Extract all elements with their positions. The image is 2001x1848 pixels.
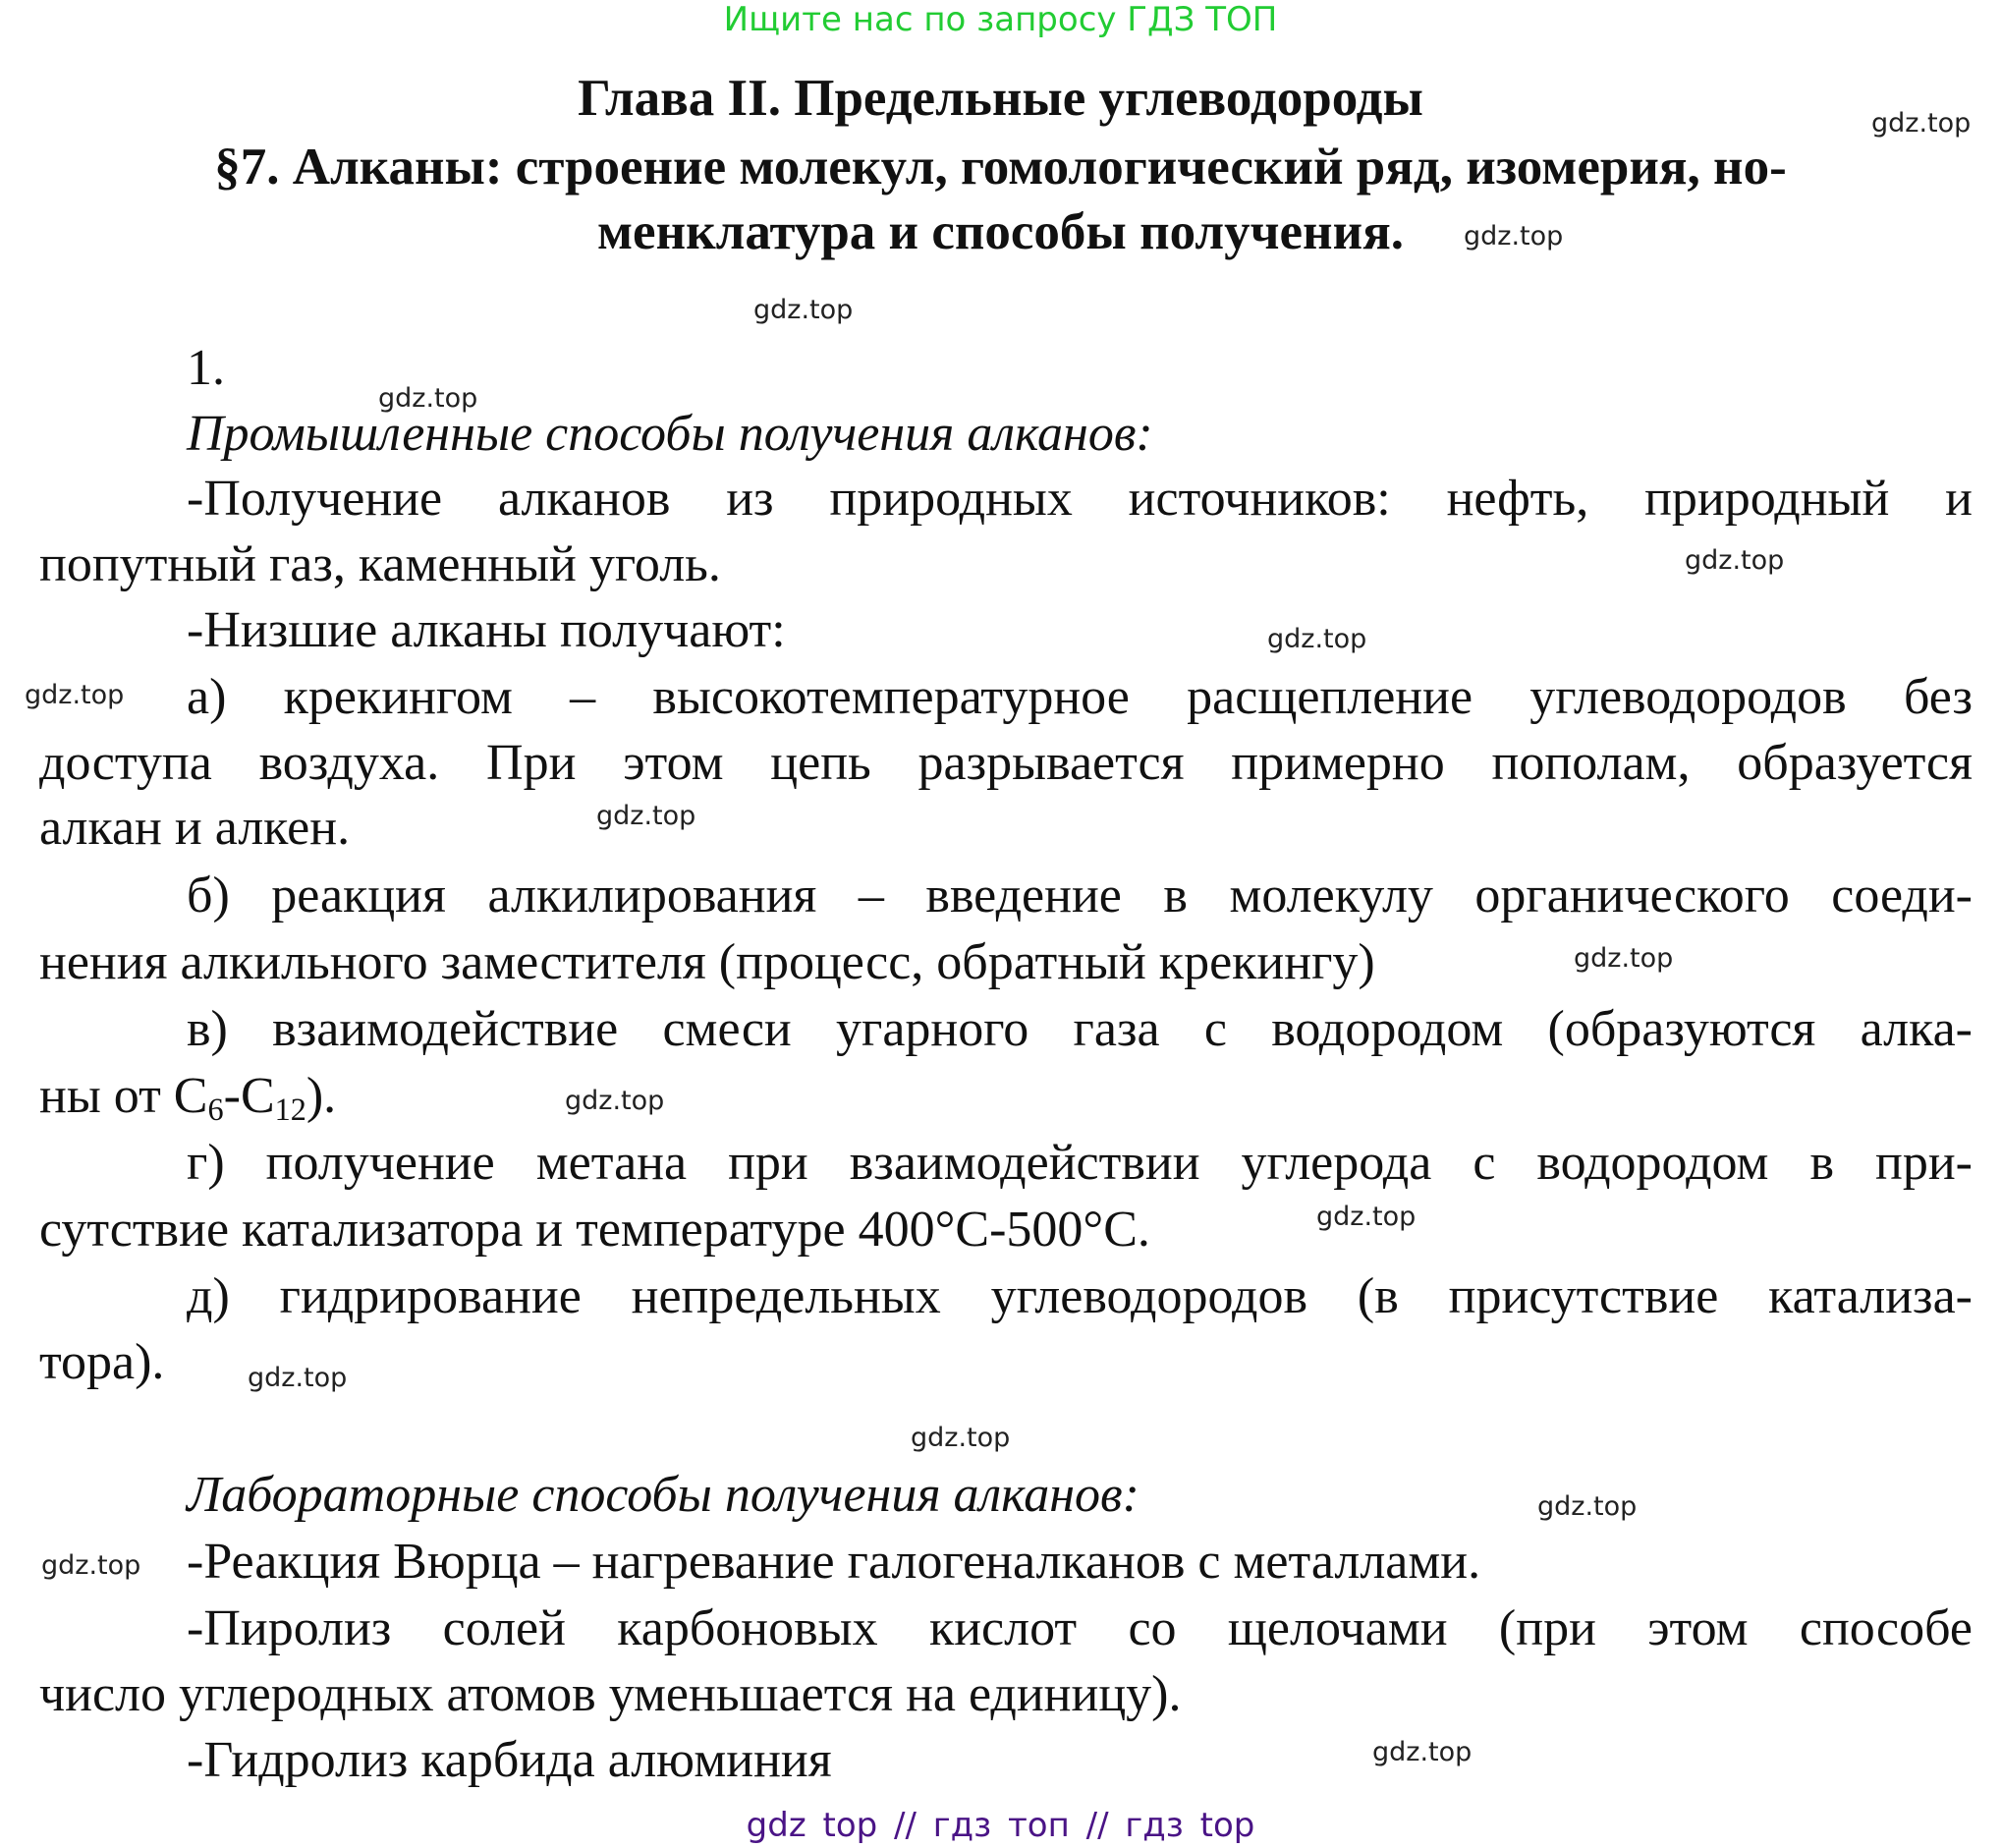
paragraph: -Пиролиз солей карбоновых кислот со щелочами (при этом способе — [187, 1600, 1973, 1656]
item-a-line3: алкан и алкен. — [39, 800, 351, 856]
item-g-line2: сутствие катализатора и температуре 400°С-500°С. — [39, 1202, 1150, 1258]
watermark: gdz.top — [565, 1086, 665, 1116]
watermark: gdz.top — [1537, 1491, 1638, 1522]
item-d-line2: тора). — [39, 1334, 165, 1390]
item-v-line1: в) взаимодействие смеси угарного газа с водородом (образуются алка- — [187, 1001, 1973, 1057]
paragraph: -Получение алканов из природных источников: нефть, природный и — [187, 471, 1973, 527]
item-d-line1: д) гидрирование непредельных углеводородов (в присутствие катализа- — [187, 1268, 1973, 1324]
item-a-line2: доступа воздуха. При этом цепь разрывается примерно пополам, образуется — [39, 735, 1973, 791]
watermark: gdz.top — [1464, 221, 1564, 252]
paragraph: попутный газ, каменный уголь. — [39, 536, 721, 592]
task-number: 1. — [187, 340, 225, 396]
item-b-line1: б) реакция алкилирования – введение в молекулу органического соеди- — [187, 868, 1973, 924]
item-g-line1: г) получение метана при взаимодействии углерода с водородом в при- — [187, 1135, 1973, 1191]
paragraph: -Гидролиз карбида алюминия — [187, 1732, 832, 1788]
paragraph: -Реакция Вюрца – нагревание галогеналканов с металлами. — [187, 1534, 1481, 1590]
watermark: gdz.top — [911, 1423, 1011, 1453]
watermark: gdz.top — [378, 383, 478, 414]
watermark: gdz.top — [1316, 1202, 1417, 1232]
item-b-line2: нения алкильного заместителя (процесс, обратный крекингу) — [39, 934, 1375, 990]
watermark: gdz.top — [1574, 943, 1674, 974]
item-v-line2: ны от $С_6-С_{12}$). — [39, 1068, 337, 1128]
watermark: gdz.top — [1871, 108, 1972, 139]
item-a-line1: а) крекингом – высокотемпературное расщепление углеводородов без — [187, 669, 1973, 725]
watermark: gdz.top — [41, 1550, 141, 1581]
paragraph: -Низшие алканы получают: — [187, 602, 786, 658]
watermark: gdz.top — [1372, 1737, 1473, 1767]
chapter-title: Глава II. Предельные углеводороды — [578, 70, 1423, 127]
watermark: gdz.top — [25, 680, 125, 710]
industrial-methods-heading: Промышленные способы получения алканов: — [187, 406, 1153, 462]
promo-banner: Ищите нас по запросу ГДЗ ТОП — [723, 0, 1278, 39]
section-title-line2: менклатура и способы получения. — [596, 203, 1405, 260]
section-title-line1: §7. Алканы: строение молекул, гомологический ряд, изомерия, но- — [214, 139, 1787, 196]
watermark: gdz.top — [248, 1363, 348, 1393]
paragraph: число углеродных атомов уменьшается на единицу). — [39, 1666, 1182, 1722]
footer-links: gdz top // гдз топ // гдз top — [746, 1806, 1255, 1845]
watermark: gdz.top — [596, 801, 696, 831]
watermark: gdz.top — [753, 295, 854, 325]
laboratory-methods-heading: Лабораторные способы получения алканов: — [187, 1467, 1139, 1523]
watermark: gdz.top — [1685, 545, 1785, 576]
watermark: gdz.top — [1267, 624, 1367, 654]
